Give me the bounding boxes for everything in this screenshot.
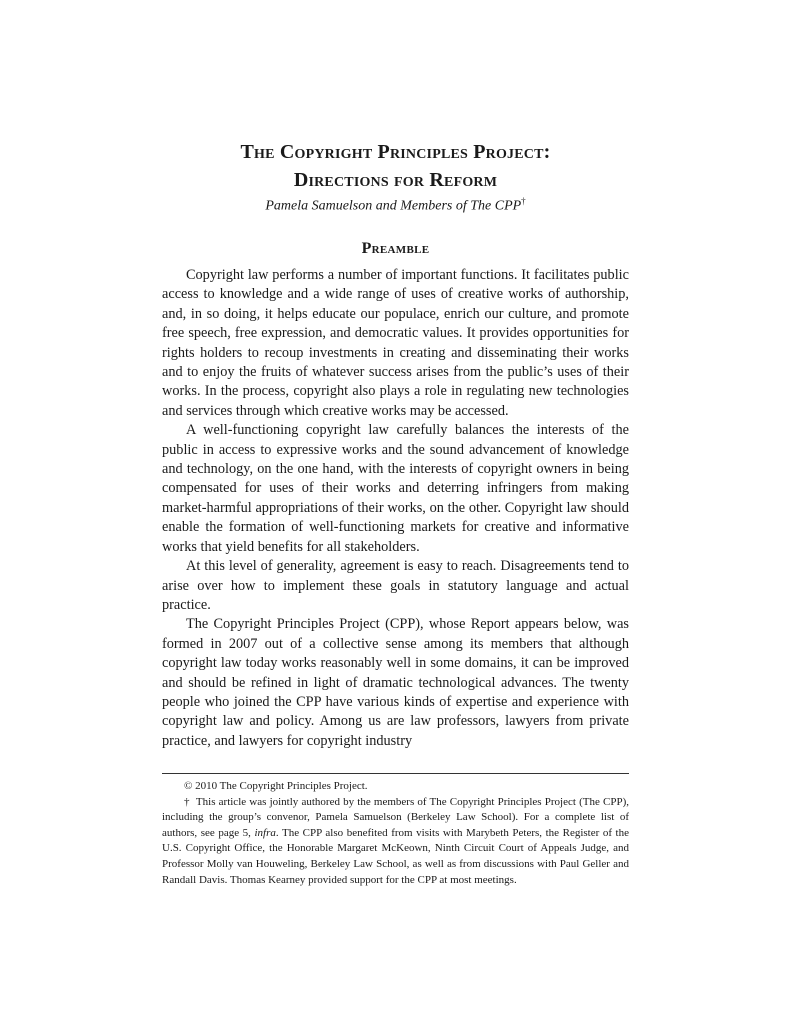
paragraph-3: At this level of generality, agreement is easy to reach. Disagreements tend to arise over how to implement these goals in statutory language and actual practice. (162, 558, 629, 613)
footnote-copyright: © 2010 The Copyright Principles Project. (184, 780, 368, 792)
author-line (162, 196, 629, 215)
article-title-line-1: The Copyright Principles Project: (240, 141, 551, 163)
preamble-body (162, 266, 629, 751)
paragraph-4: The Copyright Principles Project (CPP), whose Report appears below, was formed in 2007 out of a collective sense among its members that although copyright law today works reasonably well in some domains, it can be improved and should be refined in light of dramatic technological advances. The twenty people who joined the CPP have various kinds of expertise and experience with copyright law and policy. Among us are law professors, lawyers from private practice, and lawyers for copyright industry (162, 616, 629, 749)
footnotes (162, 779, 629, 888)
paragraph-2: A well-functioning copyright law carefully balances the interests of the public in access to expressive works and the sound advancement of knowledge and technology, on the one hand, with the interests of copyright owners in being compensated for uses of their works and deterring infringers from making market-harmful appropriations of their works, on the other. Copyright law should enable the formation of well-functioning markets for creative and informative works that yield benefits for all stakeholders. (162, 422, 629, 555)
author-names: Pamela Samuelson and Members of The CPP (265, 198, 522, 214)
footnote-dagger-text-start: This article was jointly authored by the members of The Copyright Principles Project (The CPP), including the group’s convenor, Pamela Samuelson (Berkeley Law School). For a complete list of authors, see page 5, (162, 795, 629, 839)
footnote-dagger-text-end: . The CPP also benefited from visits with Marybeth Peters, the Register of the U.S. Copyright Office, the Honorable Margaret McKeown, Ninth Circuit Court of Appeals Judge, and Professor Molly van Houweling, Berkeley Law School, as well as from discussions with Paul Geller and Randall Davis. Thomas Kearney provided support for the CPP at most meetings. (162, 826, 629, 886)
article-title (162, 138, 629, 194)
paragraph-1: Copyright law performs a number of important functions. It facilitates public access to knowledge and a wide range of uses of creative works of authorship, and, in so doing, it helps educate our populace, enrich our culture, and promote free speech, free expression, and democratic values. It provides opportunities for rights holders to recoup investments in creating and disseminating their works and to enjoy the fruits of whatever success arises from the public’s uses of their works. In the process, copyright also plays a role in regulating new technologies and services through which creative works may be accessed. (162, 267, 629, 419)
footnote-dagger-mark: † (184, 795, 190, 808)
footnote-divider (162, 773, 629, 774)
author-footnote-mark: † (521, 196, 526, 206)
footnote-dagger (162, 795, 629, 889)
footnote-infra: infra (254, 826, 276, 839)
article-title-line-2: Directions for Reform (293, 169, 498, 191)
section-heading-preamble: Preamble (361, 240, 430, 257)
